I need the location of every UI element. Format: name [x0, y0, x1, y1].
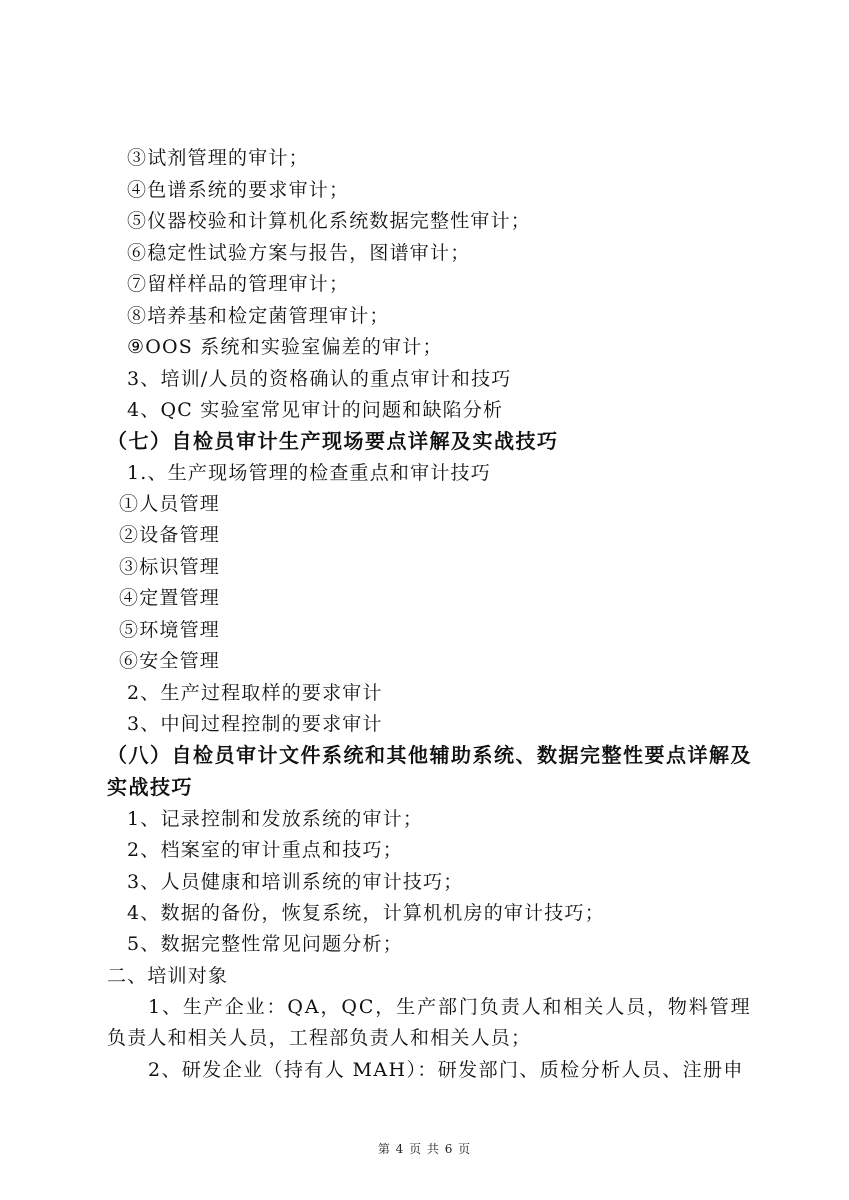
list-item: ⑨OOS 系统和实验室偏差的审计；: [127, 336, 443, 358]
section-heading: （八）自检员审计文件系统和其他辅助系统、数据完整性要点详解及: [107, 743, 752, 767]
list-item: ④定置管理: [119, 587, 221, 609]
section-heading-continued: 实战技巧: [107, 775, 193, 799]
list-item: 4、QC 实验室常见审计的问题和缺陷分析: [127, 399, 504, 421]
list-item: 3、中间过程控制的要求审计: [127, 713, 383, 735]
list-item: ⑥安全管理: [119, 650, 221, 672]
list-item: ⑦留样样品的管理审计；: [127, 273, 350, 295]
list-item: 3、培训/人员的资格确认的重点审计和技巧: [127, 368, 512, 390]
section-title: 二、培训对象: [107, 965, 229, 987]
list-item: ④色谱系统的要求审计；: [127, 179, 350, 201]
page-number: 第 4 页 共 6 页: [377, 1142, 472, 1156]
list-item: ⑧培养基和检定菌管理审计；: [127, 305, 390, 327]
list-item: ⑤仪器校验和计算机化系统数据完整性审计；: [127, 210, 532, 232]
list-item: ⑥稳定性试验方案与报告，图谱审计；: [127, 242, 471, 264]
list-item: ⑤环境管理: [119, 619, 221, 641]
list-item: 4、数据的备份，恢复系统，计算机机房的审计技巧；: [127, 902, 605, 924]
paragraph-line: 负责人和相关人员，工程部负责人和相关人员；: [107, 1027, 532, 1049]
paragraph-line: 2、研发企业（持有人 MAH）：研发部门、质检分析人员、注册申: [148, 1059, 744, 1081]
section-heading: （七）自检员审计生产现场要点详解及实战技巧: [107, 429, 559, 453]
list-item: ③标识管理: [119, 556, 221, 578]
paragraph-line: 1、生产企业：QA，QC，生产部门负责人和相关人员，物料管理: [148, 996, 752, 1018]
list-item: 3、人员健康和培训系统的审计技巧；: [127, 871, 464, 893]
list-item: 2、生产过程取样的要求审计: [127, 682, 383, 704]
list-item: 5、数据完整性常见问题分析；: [127, 933, 403, 955]
list-item: 1、记录控制和发放系统的审计；: [127, 808, 424, 830]
list-item: ①人员管理: [119, 493, 221, 515]
list-item: 2、档案室的审计重点和技巧；: [127, 839, 403, 861]
list-item: ②设备管理: [119, 524, 221, 546]
list-item: 1.、生产现场管理的检查重点和审计技巧: [127, 462, 491, 484]
list-item: ③试剂管理的审计；: [127, 147, 309, 169]
